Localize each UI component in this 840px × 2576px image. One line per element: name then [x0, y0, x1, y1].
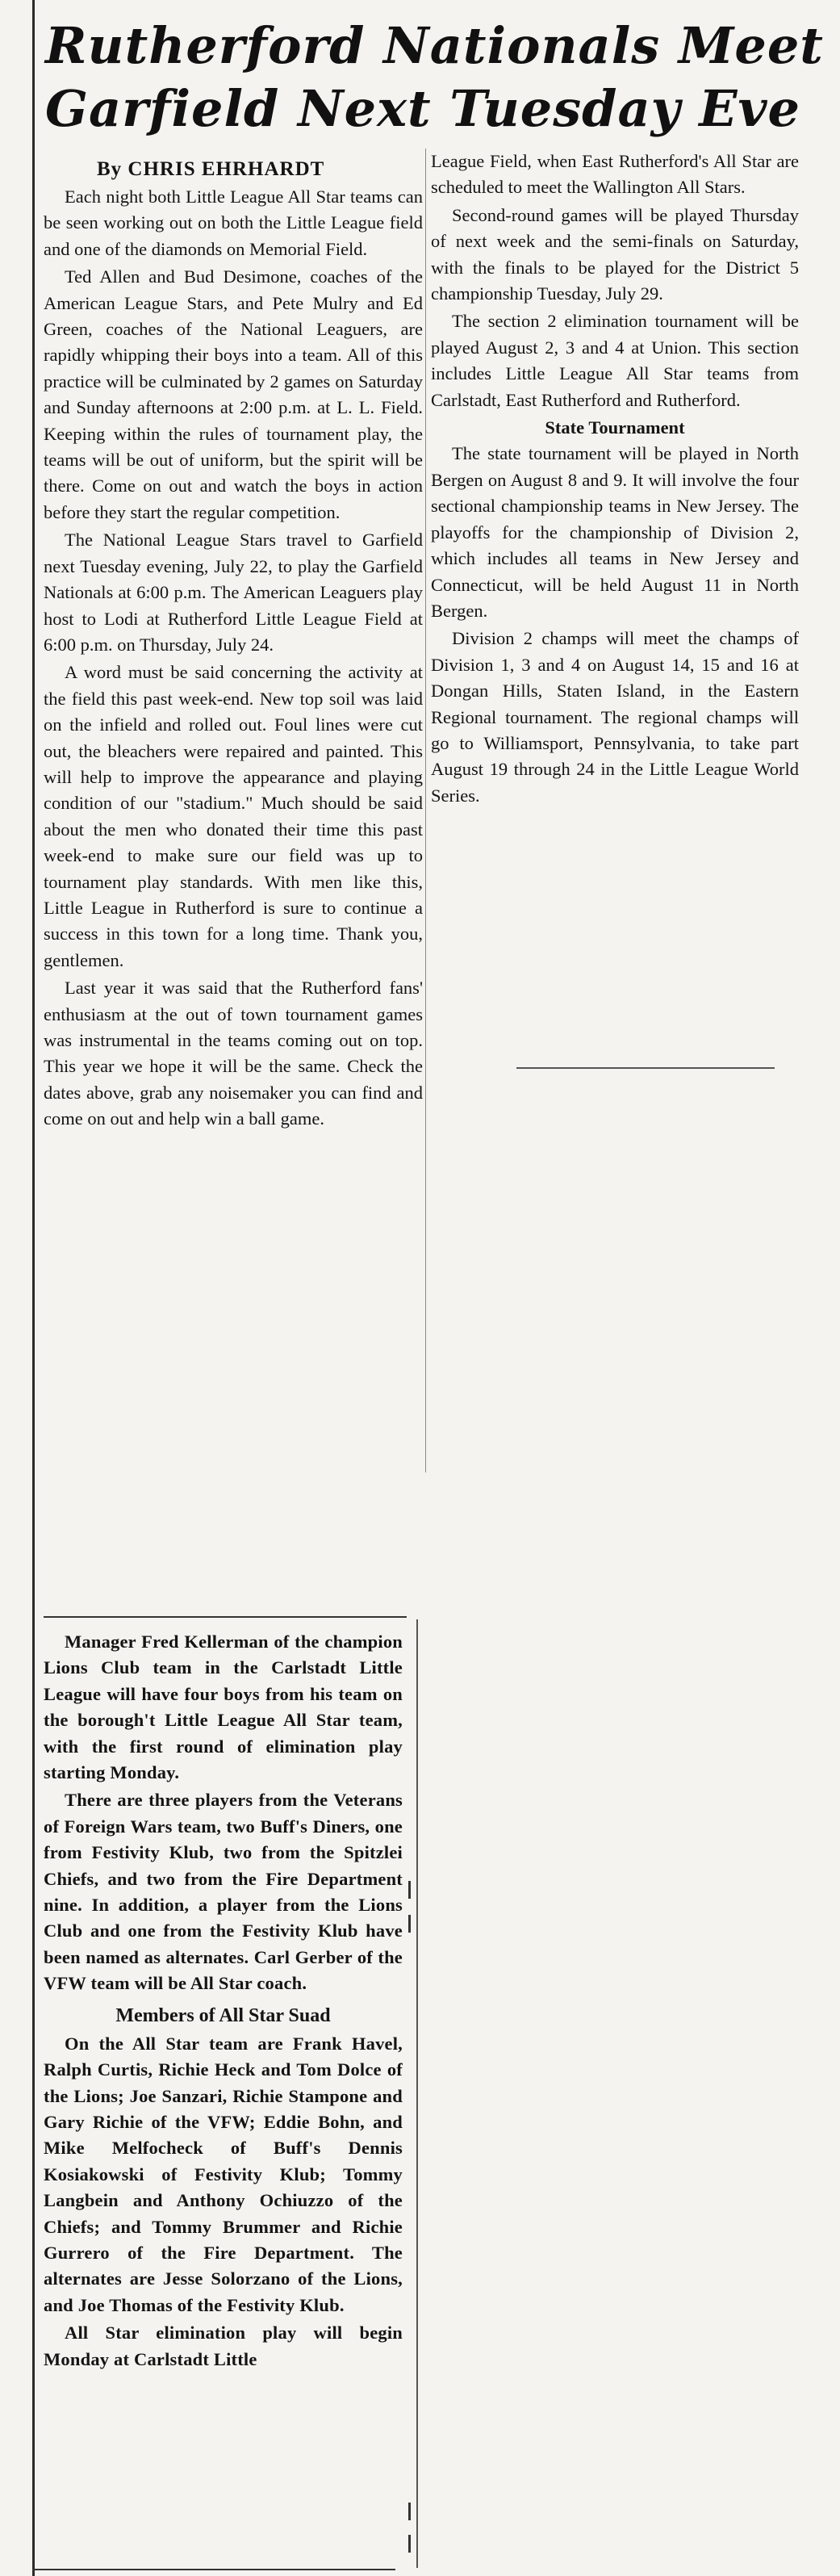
article-right-column: [431, 149, 799, 810]
left-border-rule: [32, 0, 35, 2576]
article-left-column: [44, 184, 423, 1134]
column-divider: [425, 149, 426, 1472]
paragraph: On the All Star team are Frank Havel, Ralph Curtis, Richie Heck and Tom Dolce of the Lions; Joe Sanzari, Richie Stampone and Gary Richie of the VFW; Eddie Bohn, and Mike Melfocheck of Buff's Dennis Kosiakowski of Festivity Klub; Tommy Langbein and Anthony Ochiuzzo of the Chiefs; and Tommy Brummer and Richie Gurrero of the Fire Department. The alternates are Jesse Solorzano of the Lions, and Joe Thomas of the Festivity Klub.: [44, 2033, 403, 2315]
byline: By CHRIS EHRHARDT: [97, 158, 325, 180]
paragraph: The National League Stars travel to Garfield next Tuesday evening, July 22, to play the Garfield Nationals at 6:00 p.m. The American Leaguers play host to Lodi at Rutherford Little League Field at 6:00 p.m. on Thursday, July 24.: [44, 530, 423, 655]
paragraph: Each night both Little League All Star teams can be seen working out on both the Little League field and one of the diamonds on Memorial Field.: [44, 186, 423, 259]
all-star-squad-heading: Members of All Star Suad: [115, 2004, 331, 2026]
column-tick-mark: [408, 2535, 411, 2553]
paragraph: A word must be said concerning the activity at the field this past week-end. New top soil was laid on the infield and rolled out. Foul lines were cut out, the bleachers were repaired and painted. This will help to improve the appearance and playing condition of our "stadium." Much should be said about the men who donated their time this past week-end to make sure our field was up to tournament play standards. With men like this, Little League in Rutherford is sure to continue a success in this town for a long time. Thank you, gentlemen.: [44, 662, 423, 970]
headline: Rutherford Nationals Meet Garfield Next Tuesday Eve: [45, 16, 824, 138]
paragraph: The state tournament will be played in North Bergen on August 8 and 9. It will involve the four sectional championship teams in New Jersey. The playoffs for the championship of Division 2, which includes all teams in New Jersey and Connecticut, will be held August 11 in North Bergen.: [431, 443, 799, 621]
column-divider-lower: [416, 1619, 418, 2568]
paragraph: Manager Fred Kellerman of the champion Lions Club team in the Carlstadt Little League will have four boys from his team on the borough't Little League All Star team, with the first round of elimination play starting Monday.: [44, 1631, 403, 1783]
column-tick-mark: [408, 1915, 411, 1933]
paragraph: Second-round games will be played Thursday of next week and the semi-finals on Saturday, with the finals to be played for the District 5 championship Tuesday, July 29.: [431, 204, 799, 304]
carlstadt-story: [44, 1629, 403, 2374]
state-tournament-heading: State Tournament: [545, 417, 685, 438]
story-separator-rule: [44, 1616, 407, 1618]
column-tick-mark: [408, 2503, 411, 2520]
article-end-rule: [516, 1067, 775, 1069]
paragraph: Last year it was said that the Rutherford fans' enthusiasm at the out of town tournament games was instrumental in the teams coming out on top. This year we hope it will be the same. Check the dates above, grab any noisemaker you can find and come on out and help win a ball game.: [44, 978, 423, 1129]
paragraph: Division 2 champs will meet the champs of Division 1, 3 and 4 on August 14, 15 and 16 at Dongan Hills, Staten Island, in the Eastern Regional tournament. The regional champs will go to Williamsport, Pennsylvania, to take part August 19 through 24 in the Little League World Series.: [431, 628, 799, 806]
column-tick-mark: [408, 1881, 411, 1899]
paragraph: The section 2 elimination tournament will be played August 2, 3 and 4 at Union. This section includes Little League All Star teams from Carlstadt, East Rutherford and Rutherford.: [431, 311, 799, 410]
paragraph: There are three players from the Veterans of Foreign Wars team, two Buff's Diners, one from Festivity Klub, two from the Spitzlei Chiefs, and two from the Fire Department nine. In addition, a player from the Lions Club and one from the Festivity Klub have been named as alternates. Carl Gerber of the VFW team will be All Star coach.: [44, 1790, 403, 1994]
bottom-rule: [32, 2569, 395, 2570]
paragraph: League Field, when East Rutherford's All Star are scheduled to meet the Wallington All Stars.: [431, 151, 799, 198]
paragraph: Ted Allen and Bud Desimone, coaches of the American League Stars, and Pete Mulry and Ed Green, coaches of the National Leaguers, are rapidly whipping their boys into a team. All of this practice will be culminated by 2 games on Saturday and Sunday afternoons at 2:00 p.m. at L. L. Field. Keeping within the rules of tournament play, the teams will be out of uniform, but the spirit will be there. Come on out and watch the boys in action before they start the regular competition.: [44, 266, 423, 522]
paragraph: All Star elimination play will begin Monday at Carlstadt Little: [44, 2323, 403, 2369]
